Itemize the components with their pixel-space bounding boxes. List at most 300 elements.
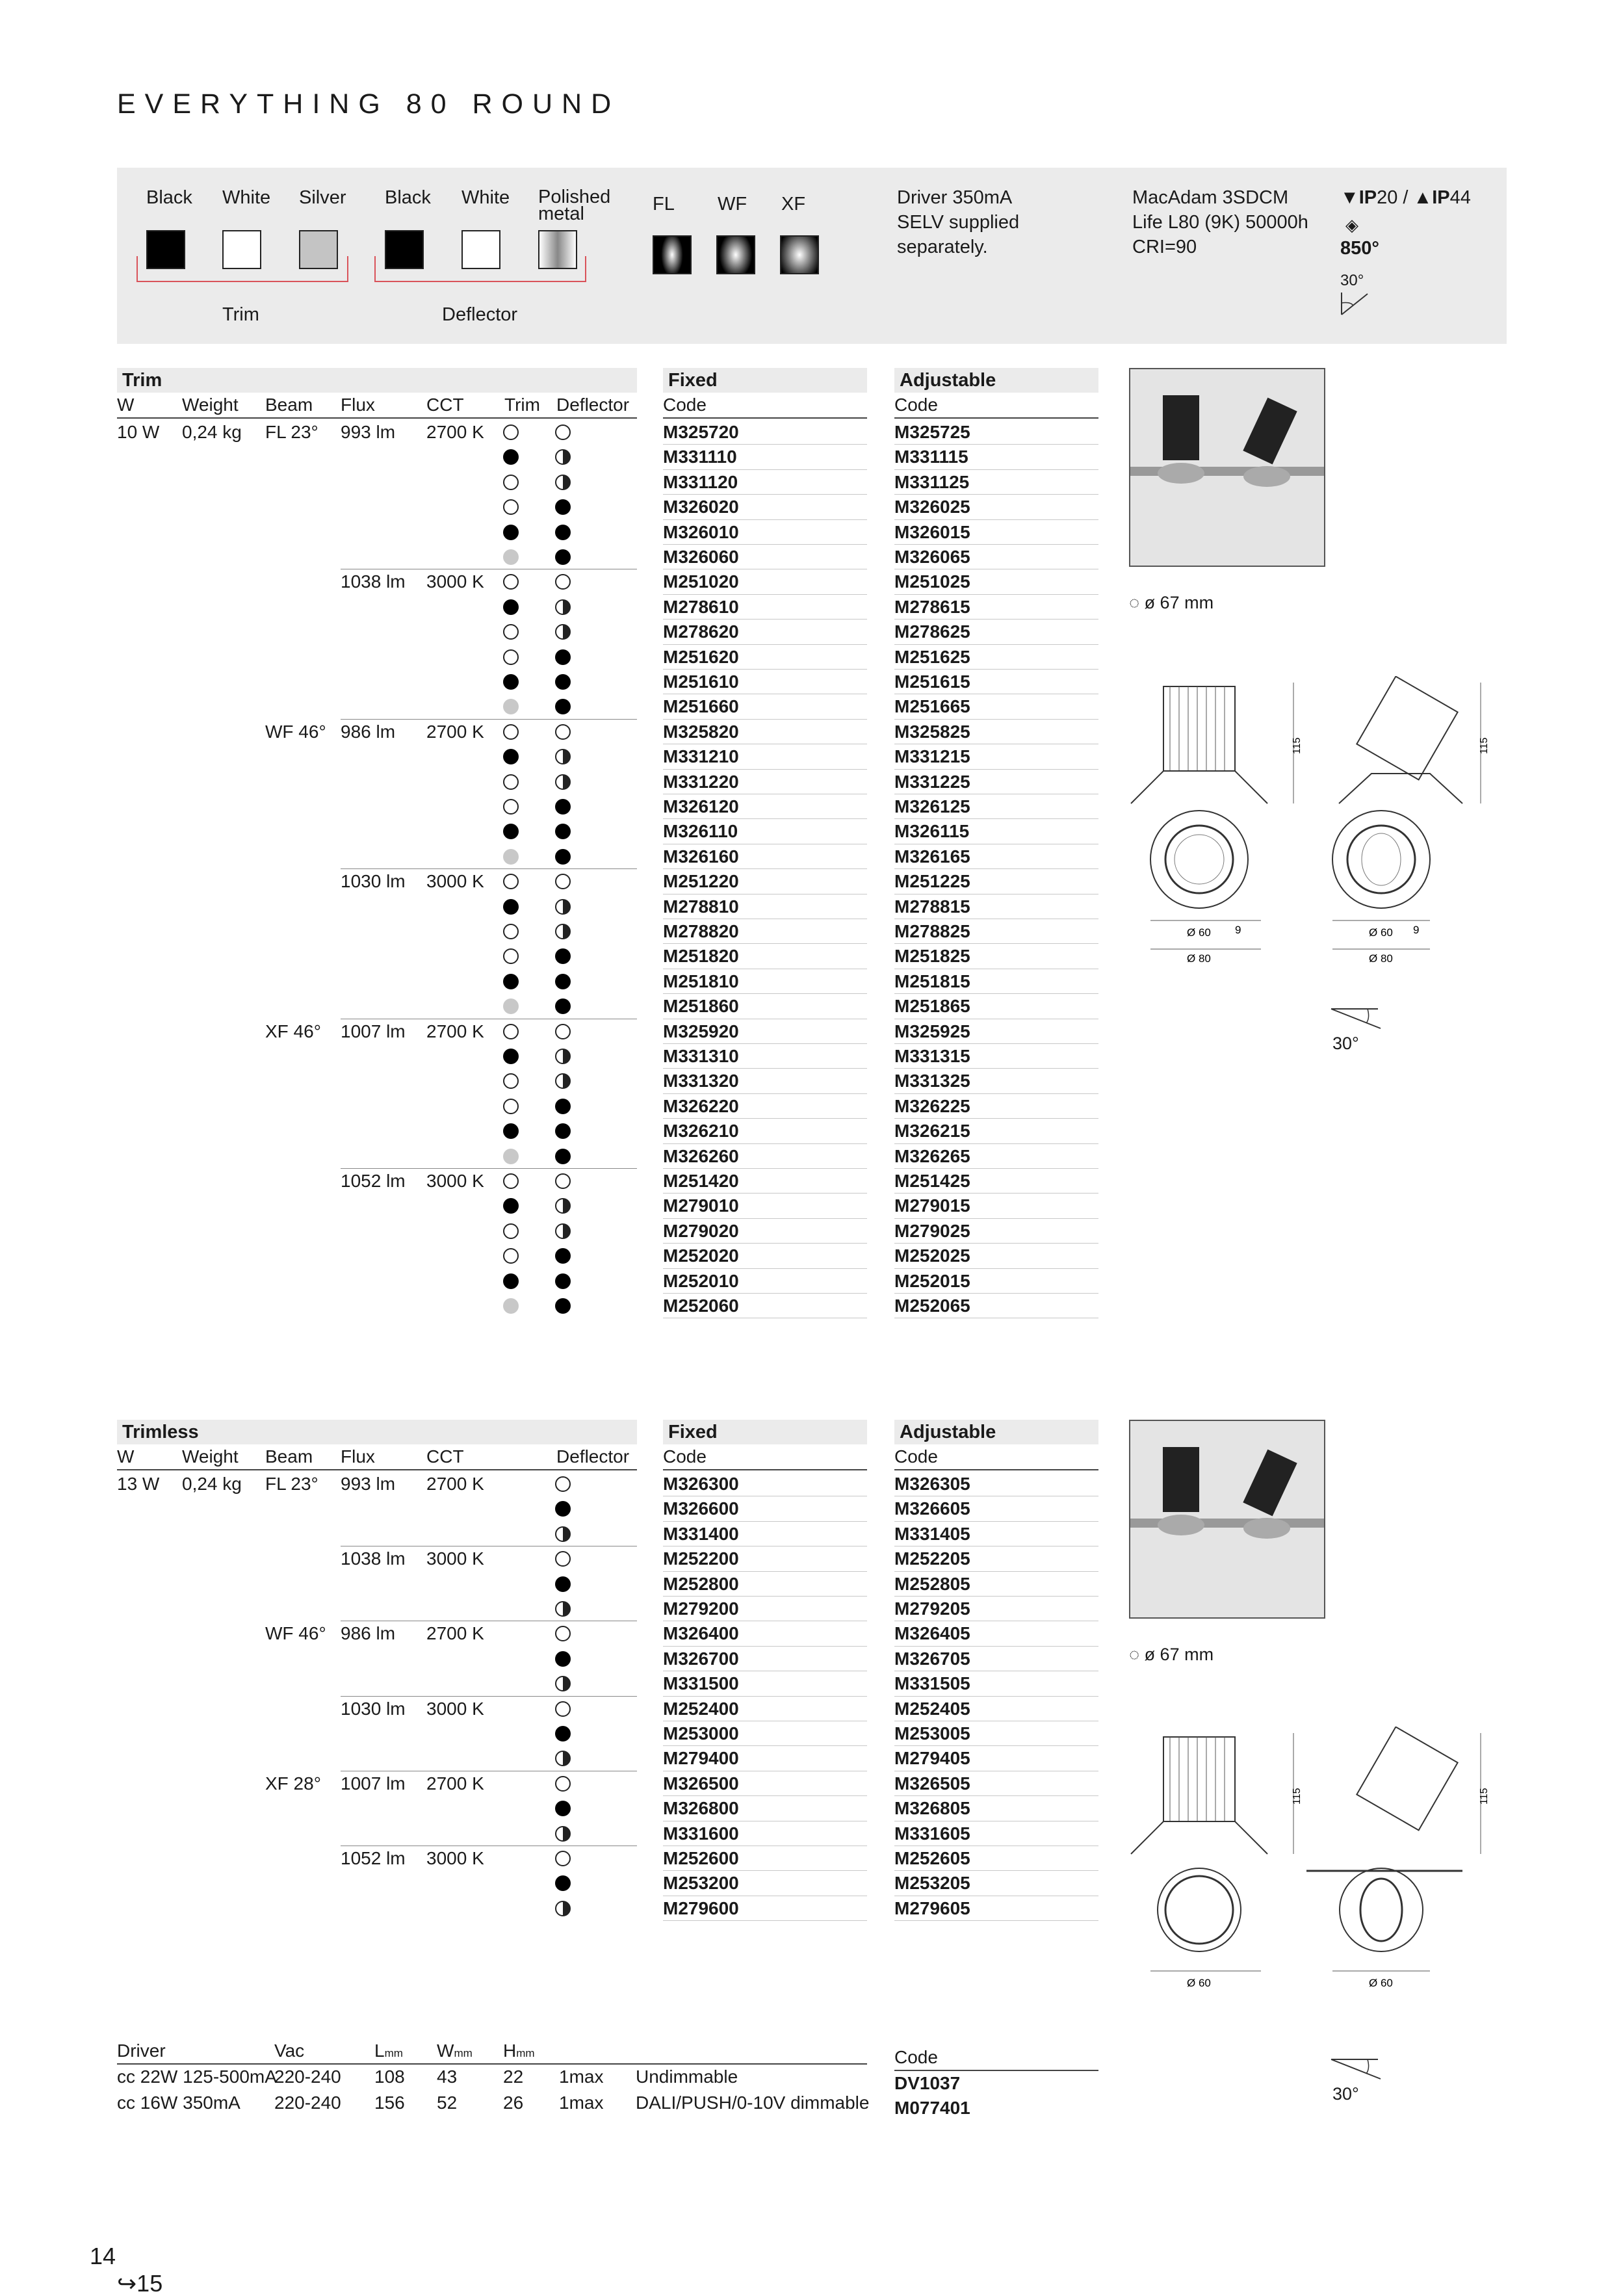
table-row <box>117 994 1105 1019</box>
fixed-code-cell: M252200 <box>663 1548 739 1569</box>
trim-finish-black-icon <box>503 1273 519 1289</box>
fixed-code-cell: M278820 <box>663 921 739 941</box>
fixed-code-cell: M253000 <box>663 1723 739 1743</box>
fixed-code-cell: M251610 <box>663 672 739 692</box>
trim-finish-white-icon <box>503 499 519 515</box>
beam-wf-icon <box>716 235 755 274</box>
flux-cell: 1007 lm <box>341 1021 406 1041</box>
defl-color-black: Black <box>385 187 431 208</box>
table-row <box>117 620 1105 644</box>
adjustable-code-cell: M251425 <box>894 1171 970 1191</box>
adjustable-code-cell: M331215 <box>894 746 970 767</box>
deflector-finish-black-icon <box>555 1149 571 1164</box>
deflector-finish-black-icon <box>555 1651 571 1667</box>
fixed-code-cell: M326210 <box>663 1121 739 1141</box>
trimless-tilt-icon <box>1329 2055 1387 2081</box>
trim-bracket <box>136 256 348 282</box>
adjustable-code-cell: M252605 <box>894 1848 970 1868</box>
adjustable-code-cell: M252015 <box>894 1270 970 1291</box>
fixed-code-cell: M325820 <box>663 721 739 742</box>
fixed-code-cell: M326220 <box>663 1095 739 1116</box>
tilt-angle-icon <box>1339 289 1371 317</box>
adjustable-code-cell: M326015 <box>894 521 970 542</box>
trim-finish-grey-icon <box>503 849 519 865</box>
driver-code: DV1037 <box>894 2073 961 2093</box>
adjustable-code-cell: M326405 <box>894 1623 970 1644</box>
fixed-code-cell: M251020 <box>663 571 739 592</box>
driver-note-3: separately. <box>897 237 988 257</box>
triangle-down-icon: ▼ <box>1340 187 1359 208</box>
fixed-code-cell: M326300 <box>663 1474 739 1494</box>
flux-cell: 986 lm <box>341 721 396 742</box>
cct-cell: 2700 K <box>426 1773 484 1794</box>
cct-cell: 3000 K <box>426 571 484 592</box>
fixed-code-cell: M251620 <box>663 646 739 667</box>
fixed-code-cell: M279400 <box>663 1748 739 1769</box>
deflector-finish-black-icon <box>555 824 571 839</box>
deflector-finish-white-icon <box>555 1851 571 1866</box>
trim-finish-black-icon <box>503 899 519 915</box>
flux-cell: 993 lm <box>341 422 396 442</box>
deflector-finish-black-icon <box>555 974 571 989</box>
table-row <box>117 1871 1105 1896</box>
trimless-table <box>117 1420 1105 1927</box>
trim-finish-grey-icon <box>503 1298 519 1314</box>
fixed-code-cell: M326600 <box>663 1498 739 1519</box>
fixed-code-cell: M251810 <box>663 971 739 991</box>
cct-cell: 3000 K <box>426 1848 484 1868</box>
cct-cell: 2700 K <box>426 1623 484 1644</box>
adjustable-code-cell: M331325 <box>894 1071 970 1091</box>
table-row <box>117 1219 1105 1244</box>
fixed-code-cell: M331600 <box>663 1823 739 1844</box>
trim-finish-black-icon <box>503 824 519 839</box>
adjustable-code-cell: M279605 <box>894 1898 970 1918</box>
trim-finish-white-icon <box>503 924 519 939</box>
trim-color-silver: Silver <box>299 187 346 208</box>
adjustable-code-cell: M278615 <box>894 596 970 617</box>
deflector-bracket <box>374 256 586 282</box>
deflector-finish-black-icon <box>555 1576 571 1592</box>
trim-finish-black-icon <box>503 1049 519 1064</box>
cct-cell: 2700 K <box>426 1474 484 1494</box>
trim-finish-white-icon <box>503 1073 519 1089</box>
driver-table <box>117 2028 1105 2119</box>
adjustable-code-cell: M252405 <box>894 1698 970 1719</box>
trimless-adjustable-header: Adjustable <box>894 1420 1098 1444</box>
table-row <box>117 520 1105 545</box>
deflector-finish-white-icon <box>555 1626 571 1641</box>
driver-row: cc 22W 125-500mA 220-240 108 43 22 1max Undimmable <box>117 2067 738 2087</box>
table-row <box>117 1019 1105 1044</box>
fixed-code-cell: M331320 <box>663 1071 739 1091</box>
table-row <box>117 1269 1105 1294</box>
deflector-finish-black-icon <box>555 699 571 714</box>
svg-text:115: 115 <box>1292 1788 1303 1805</box>
beam-wf-label: WF <box>718 194 747 215</box>
fixed-code-cell: M331220 <box>663 771 739 792</box>
trimless-technical-drawing <box>1124 1727 1501 2000</box>
table-row <box>117 1194 1105 1218</box>
adjustable-code-cell: M326165 <box>894 846 970 867</box>
beam-fl-icon <box>653 235 692 274</box>
table-row <box>117 545 1105 569</box>
tilt-angle-label: 30° <box>1332 1034 1359 1053</box>
flux-cell: 1030 lm <box>341 871 406 892</box>
table-row <box>117 1119 1105 1143</box>
adjustable-code-cell: M251665 <box>894 696 970 717</box>
deflector-finish-half-icon <box>555 599 571 615</box>
deflector-finish-half-icon <box>555 1601 571 1617</box>
fixed-code-cell: M326500 <box>663 1773 739 1794</box>
adjustable-code-cell: M251825 <box>894 946 970 967</box>
adjustable-code-cell: M251815 <box>894 971 970 991</box>
trim-finish-grey-icon <box>503 1149 519 1164</box>
table-row <box>117 1094 1105 1119</box>
driver-note-1: Driver 350mA <box>897 187 1013 208</box>
adjustable-code-cell: M252805 <box>894 1573 970 1594</box>
trim-finish-black-icon <box>503 525 519 540</box>
deflector-finish-black-icon <box>555 1726 571 1742</box>
trimless-tilt-angle-label: 30° <box>1332 2084 1359 2104</box>
table-row <box>117 1771 1105 1796</box>
cct-cell: 2700 K <box>426 1021 484 1041</box>
adjustable-code-cell: M326065 <box>894 547 970 567</box>
adjustable-code-cell: M331115 <box>894 447 968 467</box>
table-row <box>117 819 1105 844</box>
adjustable-code-cell: M326805 <box>894 1798 970 1819</box>
fixed-code-cell: M252060 <box>663 1296 739 1316</box>
defl-color-white: White <box>461 187 510 208</box>
adjustable-code-cell: M325725 <box>894 422 970 442</box>
cutout-dimension: ◌ ø 67 mm <box>1129 593 1214 612</box>
table-row <box>117 445 1105 469</box>
trimless-column-headers: W Weight Beam Flux CCT Deflector Code Code <box>117 1446 938 1467</box>
fixed-code-cell: M251820 <box>663 946 739 967</box>
tilt-angle: 30° <box>1340 272 1364 289</box>
fixed-code-cell: M279010 <box>663 1195 739 1216</box>
fixed-code-cell: M279200 <box>663 1598 739 1619</box>
fixed-code-cell: M326800 <box>663 1798 739 1819</box>
trim-section-header: Trim <box>117 368 637 393</box>
svg-text:Ø 60: Ø 60 <box>1369 1977 1393 1989</box>
fixed-code-cell: M326010 <box>663 521 739 542</box>
deflector-finish-half-icon <box>555 1676 571 1691</box>
adjustable-code-cell: M326265 <box>894 1145 970 1166</box>
table-row <box>117 1472 1105 1496</box>
class-icon: ◈ <box>1345 215 1358 235</box>
deflector-finish-half-icon <box>555 774 571 790</box>
adjustable-code-cell: M326115 <box>894 821 970 842</box>
fixed-code-cell: M279020 <box>663 1220 739 1241</box>
svg-text:115: 115 <box>1479 737 1490 754</box>
deflector-finish-black-icon <box>555 1875 571 1891</box>
table-row <box>117 1697 1105 1721</box>
temp-rating: 850° <box>1340 238 1379 259</box>
deflector-finish-white-icon <box>555 724 571 740</box>
deflector-finish-half-icon <box>555 924 571 939</box>
deflector-finish-black-icon <box>555 1298 571 1314</box>
table-row <box>117 1896 1105 1921</box>
trim-finish-grey-icon <box>503 699 519 714</box>
table-row <box>117 1244 1105 1268</box>
deflector-finish-half-icon <box>555 899 571 915</box>
adjustable-code-cell: M251865 <box>894 996 970 1017</box>
deflector-finish-black-icon <box>555 525 571 540</box>
deflector-finish-half-icon <box>555 1049 571 1064</box>
table-row <box>117 1546 1105 1571</box>
table-row <box>117 1621 1105 1646</box>
deflector-finish-half-icon <box>555 1526 571 1542</box>
beam-cell: WF 46° <box>265 721 326 742</box>
deflector-finish-black-icon <box>555 849 571 865</box>
fixed-code-cell: M326160 <box>663 846 739 867</box>
defl-color-polished: Polished metal <box>538 187 611 224</box>
spec-band <box>117 168 1507 344</box>
driver-note-2: SELV supplied <box>897 212 1020 233</box>
adjustable-code-cell: M252025 <box>894 1246 970 1266</box>
deflector-finish-white-icon <box>555 1173 571 1189</box>
deflector-finish-black-icon <box>555 948 571 964</box>
product-photo-trimless <box>1129 1420 1325 1619</box>
deflector-finish-half-icon <box>555 624 571 640</box>
adjustable-code-cell: M279205 <box>894 1598 970 1619</box>
deflector-finish-half-icon <box>555 449 571 465</box>
fixed-code-cell: M278620 <box>663 621 739 642</box>
svg-text:Ø 80: Ø 80 <box>1187 952 1211 962</box>
beam-cell: XF 28° <box>265 1773 321 1794</box>
fixed-code-cell: M331210 <box>663 746 739 767</box>
triangle-up-icon: ▲ <box>1413 187 1433 208</box>
svg-text:Ø 60: Ø 60 <box>1187 926 1211 939</box>
trim-finish-black-icon <box>503 674 519 690</box>
adjustable-code-cell: M278815 <box>894 896 970 917</box>
table-row <box>117 1796 1105 1821</box>
trim-finish-white-icon <box>503 874 519 889</box>
table-row <box>117 1846 1105 1871</box>
adjustable-code-cell: M325925 <box>894 1021 970 1041</box>
deflector-finish-half-icon <box>555 1223 571 1239</box>
deflector-finish-white-icon <box>555 424 571 440</box>
svg-text:115: 115 <box>1292 737 1303 754</box>
beam-fl-label: FL <box>653 194 675 215</box>
trim-finish-white-icon <box>503 574 519 590</box>
deflector-finish-white-icon <box>555 1776 571 1792</box>
page-title: EVERYTHING 80 ROUND <box>117 88 621 120</box>
trim-finish-grey-icon <box>503 998 519 1014</box>
adjustable-code-cell: M279405 <box>894 1748 970 1769</box>
trim-finish-white-icon <box>503 424 519 440</box>
driver-code: M077401 <box>894 2098 970 2118</box>
table-row <box>117 894 1105 919</box>
deflector-finish-half-icon <box>555 1073 571 1089</box>
table-row <box>117 1746 1105 1771</box>
trim-finish-white-icon <box>503 624 519 640</box>
weight-cell: 0,24 kg <box>182 1474 242 1494</box>
table-row <box>117 1671 1105 1696</box>
fixed-code-cell: M252600 <box>663 1848 739 1868</box>
flux-cell: 1030 lm <box>341 1698 406 1719</box>
deflector-finish-half-icon <box>555 749 571 764</box>
product-photo-trim <box>1129 368 1325 567</box>
adjustable-code-cell: M251225 <box>894 871 970 892</box>
cct-cell: 3000 K <box>426 1548 484 1569</box>
trim-finish-white-icon <box>503 948 519 964</box>
trim-finish-white-icon <box>503 1223 519 1239</box>
fixed-code-cell: M325920 <box>663 1021 739 1041</box>
flux-cell: 1038 lm <box>341 571 406 592</box>
trim-group-label: Trim <box>222 304 259 325</box>
fixed-code-cell: M325720 <box>663 422 739 442</box>
trim-technical-drawing <box>1124 676 1501 962</box>
svg-text:115: 115 <box>1479 1788 1490 1805</box>
table-row <box>117 1721 1105 1746</box>
adjustable-code-cell: M331405 <box>894 1523 970 1544</box>
driver-code-header: Code <box>894 2047 938 2067</box>
adjustable-code-cell: M326605 <box>894 1498 970 1519</box>
color-note-2: Life L80 (9K) 50000h <box>1132 212 1308 233</box>
trim-finish-white-icon <box>503 475 519 490</box>
trim-finish-white-icon <box>503 1248 519 1264</box>
adjustable-code-cell: M331315 <box>894 1046 970 1066</box>
color-note-3: CRI=90 <box>1132 237 1197 257</box>
adjustable-code-cell: M253005 <box>894 1723 970 1743</box>
adjustable-code-cell: M326215 <box>894 1121 970 1141</box>
fixed-code-cell: M331110 <box>663 447 737 467</box>
table-row <box>117 645 1105 670</box>
table-row <box>117 694 1105 719</box>
table-row <box>117 944 1105 969</box>
deflector-finish-white-icon <box>555 1024 571 1039</box>
deflector-finish-white-icon <box>555 1701 571 1717</box>
deflector-finish-white-icon <box>555 874 571 889</box>
adjustable-code-cell: M326125 <box>894 796 970 816</box>
table-row <box>117 420 1105 445</box>
deflector-finish-black-icon <box>555 799 571 815</box>
table-row <box>117 794 1105 819</box>
flux-cell: 1007 lm <box>341 1773 406 1794</box>
table-row <box>117 670 1105 694</box>
table-row <box>117 1647 1105 1671</box>
fixed-code-cell: M278610 <box>663 596 739 617</box>
table-row <box>117 595 1105 620</box>
trim-column-headers: W Weight Beam Flux CCT Trim Deflector Code Code <box>117 395 938 415</box>
ip-rating: ▼IP20 / ▲IP44 <box>1340 187 1471 208</box>
adjustable-code-cell: M251025 <box>894 571 970 592</box>
adjustable-code-cell: M326505 <box>894 1773 970 1794</box>
fixed-code-cell: M326400 <box>663 1623 739 1644</box>
color-note-1: MacAdam 3SDCM <box>1132 187 1289 208</box>
fixed-code-cell: M252010 <box>663 1270 739 1291</box>
table-row <box>117 470 1105 495</box>
fixed-code-cell: M331120 <box>663 471 738 492</box>
fixed-code-cell: M326110 <box>663 821 738 842</box>
weight-cell: 0,24 kg <box>182 422 242 442</box>
adjustable-code-cell: M279025 <box>894 1220 970 1241</box>
trim-finish-grey-icon <box>503 549 519 565</box>
trim-finish-black-icon <box>503 1123 519 1139</box>
trim-finish-black-icon <box>503 974 519 989</box>
deflector-finish-black-icon <box>555 1801 571 1816</box>
table-row <box>117 1522 1105 1546</box>
adjustable-code-cell: M251615 <box>894 672 970 692</box>
trim-finish-white-icon <box>503 799 519 815</box>
fixed-code-cell: M326260 <box>663 1145 739 1166</box>
deflector-finish-half-icon <box>555 1901 571 1916</box>
adjustable-code-cell: M331605 <box>894 1823 970 1844</box>
cct-cell: 3000 K <box>426 1698 484 1719</box>
trim-table <box>117 368 1105 1317</box>
adjustable-code-cell: M331225 <box>894 771 970 792</box>
deflector-finish-black-icon <box>555 998 571 1014</box>
fixed-code-cell: M251220 <box>663 871 739 892</box>
tilt-icon <box>1329 1005 1387 1031</box>
adjustable-code-cell: M278825 <box>894 921 970 941</box>
fixed-header: Fixed <box>663 368 867 393</box>
deflector-finish-black-icon <box>555 1248 571 1264</box>
table-row <box>117 1821 1105 1846</box>
svg-text:Ø 80: Ø 80 <box>1369 952 1393 962</box>
table-row <box>117 569 1105 594</box>
table-row <box>117 1572 1105 1597</box>
table-row <box>117 495 1105 519</box>
cct-cell: 2700 K <box>426 422 484 442</box>
deflector-finish-black-icon <box>555 499 571 515</box>
fixed-code-cell: M326120 <box>663 796 739 816</box>
beam-xf-label: XF <box>781 194 806 215</box>
cutout-icon: ◌ <box>1129 1645 1140 1664</box>
cct-cell: 3000 K <box>426 1171 484 1191</box>
table-row <box>117 919 1105 944</box>
deflector-finish-half-icon <box>555 1751 571 1766</box>
trimless-fixed-header: Fixed <box>663 1420 867 1444</box>
adjustable-code-cell: M253205 <box>894 1873 970 1894</box>
beam-cell: FL 23° <box>265 1474 318 1494</box>
beam-cell: FL 23° <box>265 422 318 442</box>
fixed-code-cell: M252400 <box>663 1698 739 1719</box>
fixed-code-cell: M252800 <box>663 1573 739 1594</box>
svg-text:9: 9 <box>1235 924 1241 936</box>
adjustable-code-cell: M326705 <box>894 1648 970 1669</box>
adjustable-code-cell: M331505 <box>894 1673 970 1694</box>
adjustable-code-cell: M326025 <box>894 497 970 517</box>
fixed-code-cell: M278810 <box>663 896 739 917</box>
adjustable-code-cell: M252065 <box>894 1296 970 1316</box>
fixed-code-cell: M331500 <box>663 1673 739 1694</box>
trim-finish-white-icon <box>503 724 519 740</box>
trim-finish-black-icon <box>503 599 519 615</box>
fixed-code-cell: M251860 <box>663 996 739 1017</box>
trim-finish-black-icon <box>503 749 519 764</box>
flux-cell: 1038 lm <box>341 1548 406 1569</box>
deflector-finish-half-icon <box>555 1198 571 1214</box>
deflector-finish-white-icon <box>555 1476 571 1492</box>
adjustable-header: Adjustable <box>894 368 1098 393</box>
watt-cell: 10 W <box>117 422 160 442</box>
fixed-code-cell: M326700 <box>663 1648 739 1669</box>
deflector-finish-half-icon <box>555 1826 571 1842</box>
flux-cell: 993 lm <box>341 1474 396 1494</box>
adjustable-code-cell: M326305 <box>894 1474 970 1494</box>
next-page-arrow-icon: ↪ <box>117 2270 137 2296</box>
table-row <box>117 1044 1105 1069</box>
trimless-section-header: Trimless <box>117 1420 637 1444</box>
table-row <box>117 1144 1105 1169</box>
driver-row: cc 16W 350mA 220-240 156 52 26 1max DALI/PUSH/0-10V dimmable <box>117 2093 870 2113</box>
table-row <box>117 1169 1105 1194</box>
deflector-finish-black-icon <box>555 649 571 665</box>
beam-cell: WF 46° <box>265 1623 326 1644</box>
